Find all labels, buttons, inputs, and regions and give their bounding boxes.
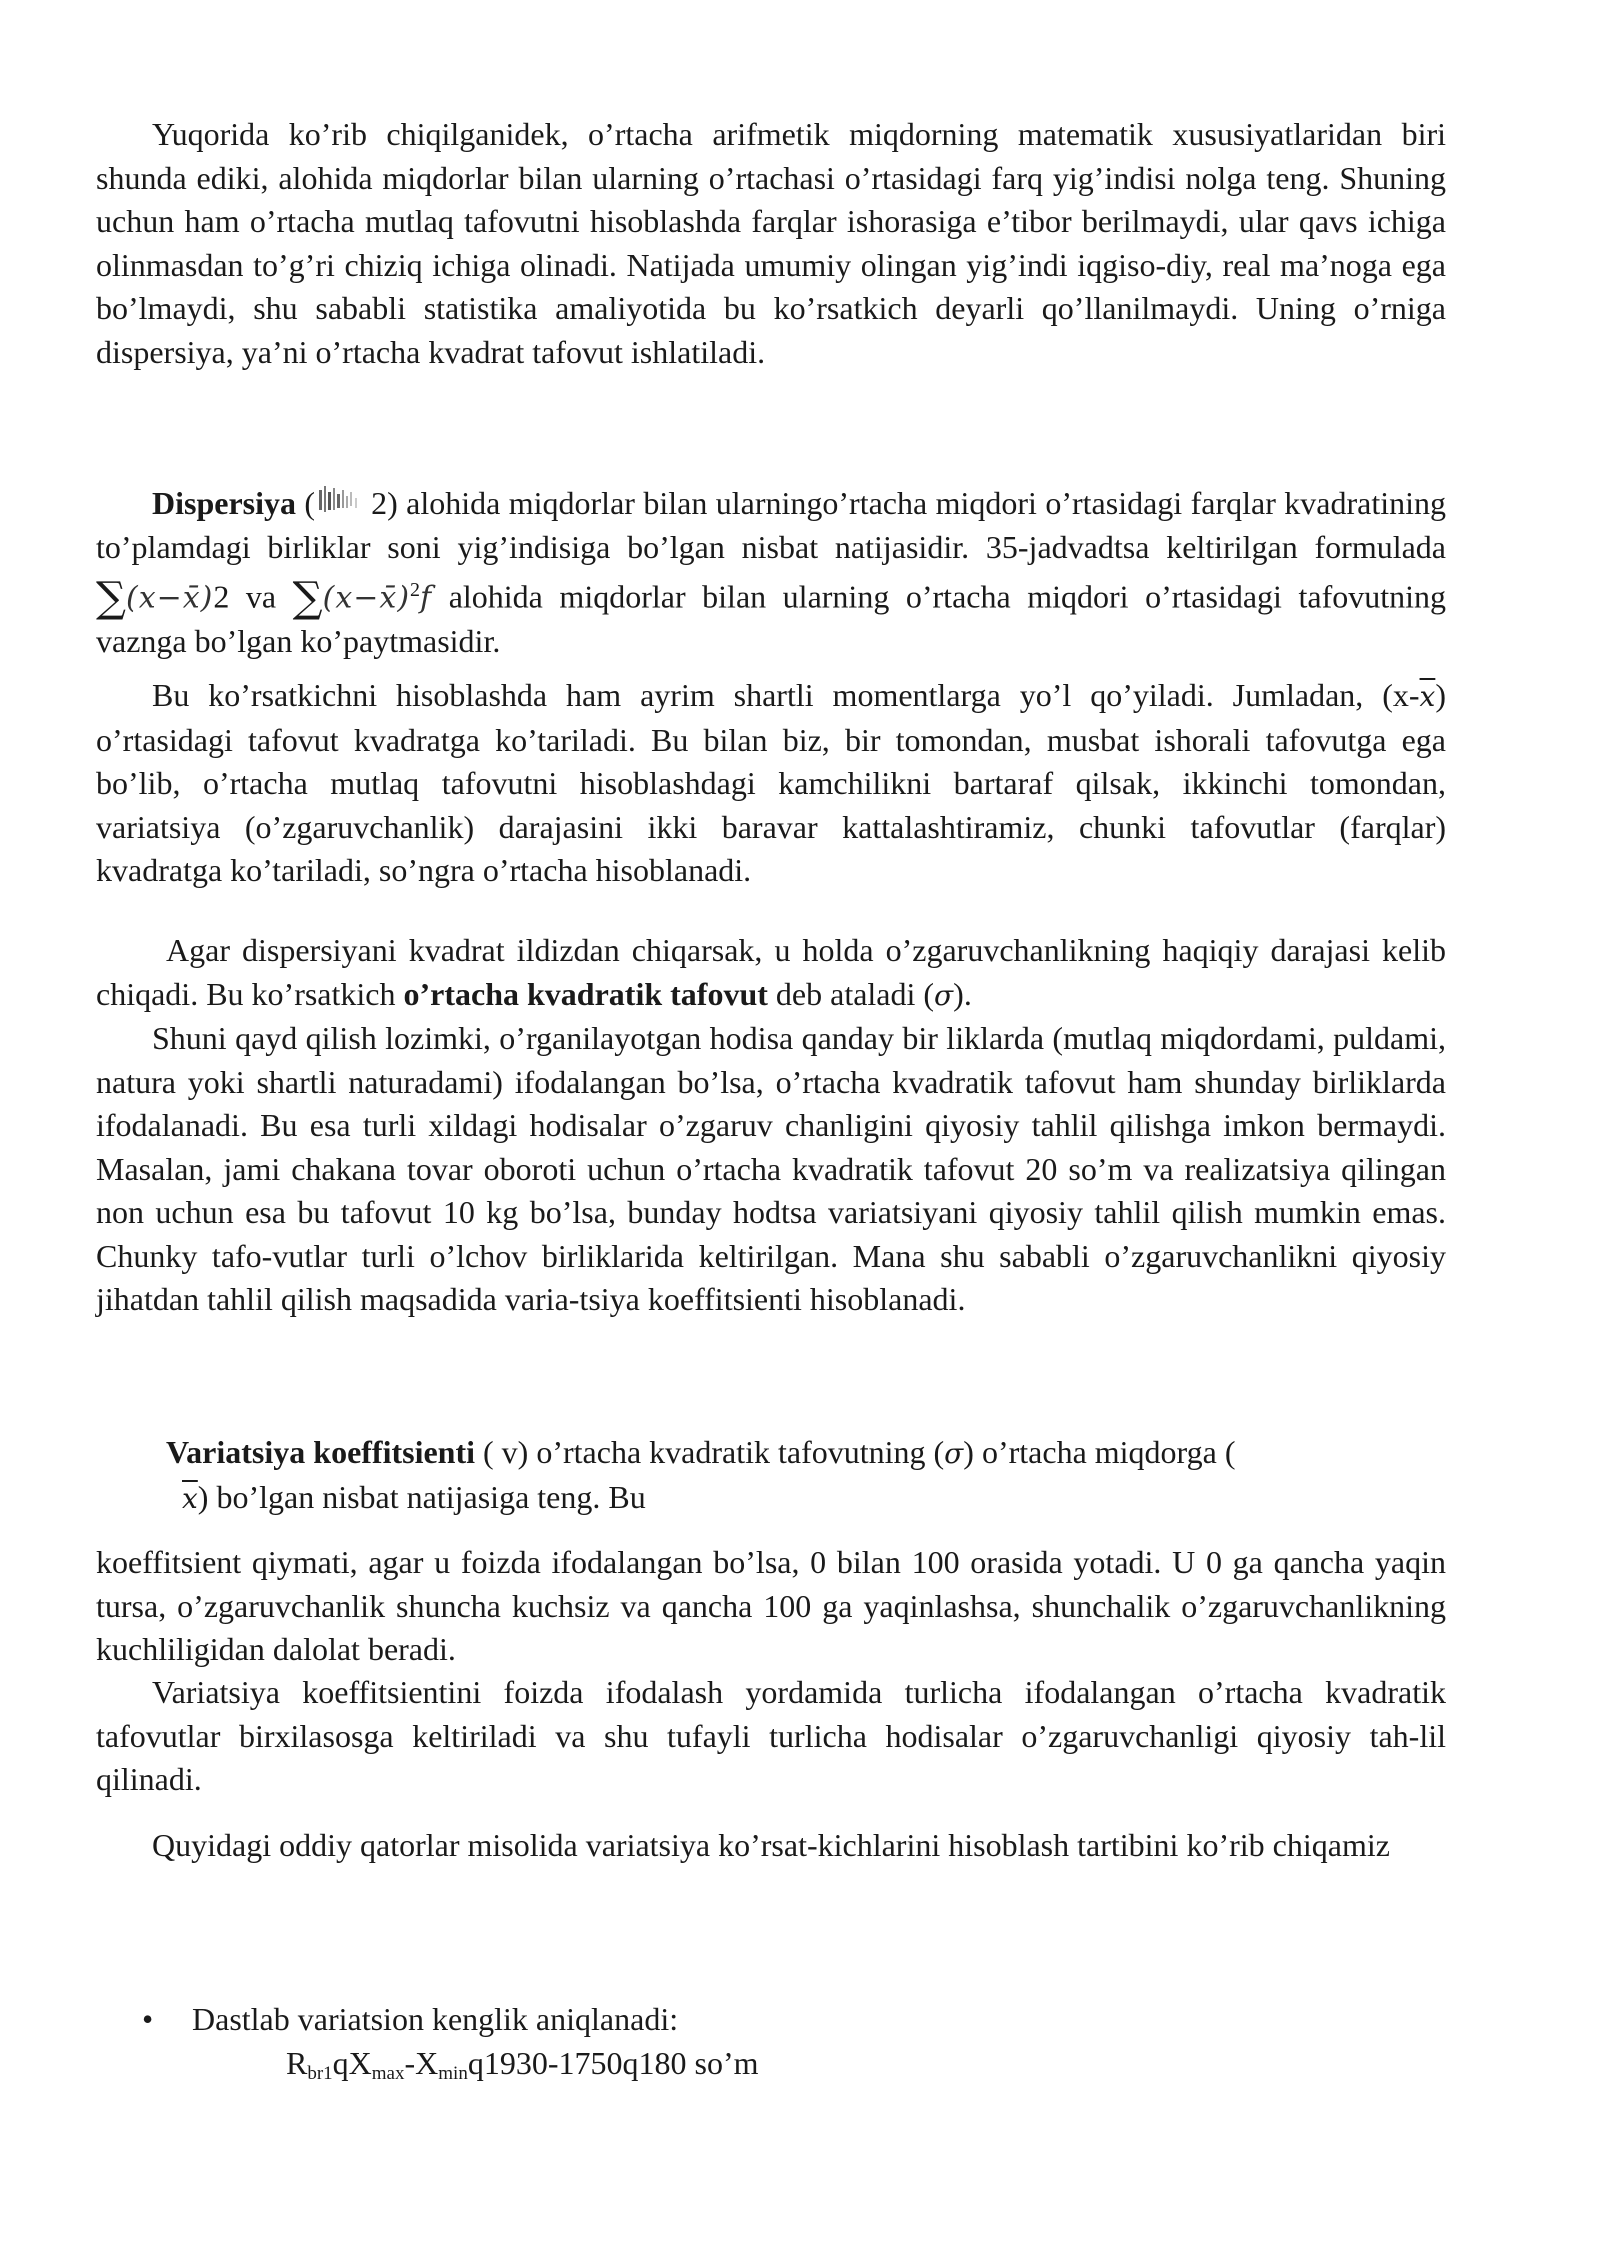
paragraph-conditional-moments: Bu ko’rsatkichni hisoblashda ham ayrim shartli momentlarga yo’l qo’yiladi. Jumladan, $(x-\overline{x})$ o’rtasidagi tafovut kvadratga ko’tariladi. Bu bilan biz, bir tomondan, musbat ishorali tafovutga ega bo’lib, o’rtacha mutlaq tafovutni hisoblashdagi kamchilikni bartaraf qilsak, ikkinchi tomondan, variatsiya (o’zgaruvchanlik) darajasini ikki baravar kattalashtiramiz, chunki tafovutlar (farqlar) kvadratga ko’tariladi, so’ngra o’rtacha hisoblanadi. (96, 677, 1446, 888)
paragraph-example-intro: Quyidagi oddiy qatorlar misolida variatsiya ko’rsat-kichlarini hisoblash tartibini ko’rib chiqamiz (152, 1827, 1390, 1863)
paragraph-variation-coefficient: Variatsiya koeffitsienti ( v) o’rtacha kvadratik tafovutning (σ) o’rtacha miqdorga ( $\overline{x}$) bo’lgan nisbat natijasiga teng. Bu (166, 1434, 1236, 1515)
formula-weighted-deviation: (x−x̄) (322, 580, 411, 616)
bullet-item (142, 1998, 679, 2042)
term-dispersiya: Dispersiya (152, 485, 296, 521)
paragraph-percent-expression: Variatsiya koeffitsientini foizda ifodalash yordamida turlicha ifodalangan o’rtacha kvadratik tafovutlar birxilasosga keltiriladi va shu tufayli turlicha hodisalar o’zgaruvchanligi qiyosiy tah-lil qilinadi. (96, 1674, 1446, 1797)
paragraph-units-comparison: Shuni qayd qilish lozimki, o’rganilayotgan hodisa qanday bir liklarda (mutlaq miqdordami, puldami, natura yoki shartli naturadami) ifodalangan bo’lsa, o’rtacha kvadratik tafovut ham shunday birliklarda ifodalanadi. Bu esa turli xildagi hodisalar o’zgaruv chanligini qiyosiy tahlil qilishga imkon bermaydi. Masalan, jami chakana tovar oboroti uchun o’rtacha kvadratik tafovut 20 so’m va realizatsiya qilingan non uchun esa bu tafovut 10 kg bo’lsa, bunday hodtsa variatsiyani qiyosiy tahlil qilish mumkin emas. Chunky tafo-vutlar turli o’lchov birliklarida keltirilgan. Mana shu sababli o’zgaruvchanlikni qiyosiy jihatdan tahlil qilish maqsadida varia-tsiya koeffitsienti hisoblanadi. (96, 1020, 1446, 1317)
x-bar-symbol-2: $\overline{x}$ (182, 1481, 198, 1515)
paragraph-dispersion-definition: Dispersiya ( 2) alohida miqdorlar bilan ularningo’rtacha miqdori o’rtasidagi farqlar kvadratining to’plamdagi birliklar soni yig’indisiga bo’lgan nisbat natijasidir. 35-jadvadtsa keltirilgan formulada ∑(x−x̄)2 va ∑(x−x̄)$^2$f alohida miqdorlar bilan ularning o’rtacha miqdori o’rtasidagi tafovutning vaznga bo’lgan ko’paytmasidir. (96, 485, 1447, 660)
term-variation-coefficient: Variatsiya koeffitsienti (166, 1434, 476, 1470)
dispersion-definition-text: 2) alohida miqdorlar bilan ularningo’rtacha miqdori o’rtasidagi farqlar kvadratining to’plamdagi birliklar soni yig’indisiga bo’lgan nisbat natijasidir. 35-jadvadtsa keltirilgan formulada (96, 485, 1447, 565)
term-standard-deviation: o’rtacha kvadratik tafovut (403, 975, 768, 1012)
bullet-text: Dastlab variatsion kenglik aniqlanadi: (192, 2001, 679, 2037)
range-formula: Rbr1qXmax-Xminq1930-1750q180 so’m (286, 2045, 759, 2084)
sum-sigma-2: ∑ (292, 572, 323, 622)
sigma-symbol-2: σ (944, 1437, 964, 1470)
dispersion-definition-tail: alohida miqdorlar bilan ularning o’rtacha miqdori o’rtasidagi tafovutning vaznga bo’lgan ko’paytmasidir. (96, 578, 1447, 660)
bullet-dot-icon: • (142, 2001, 154, 2037)
sigma-symbol: σ (934, 978, 954, 1012)
paragraph-mean-deviation: Yuqorida ko’rib chiqilganidek, o’rtacha arifmetik miqdorning matematik xususiyatlaridan biri shunda ediki, alohida miqdorlar bilan ularning o’rtachasi o’rtasidagi farq yig’indisi nolga teng. Shuning uchun ham o’rtacha mutlaq tafovutni hisoblashda farqlar ishorasiga e’tibor berilmaydi, ular qavs ichiga olinmasdan to’g’ri chiziq ichiga olinadi. Natijada umumiy olingan yig’indi iqgiso-diy, real ma’noga ega bo’lmaydi, shu sababli statistika amaliyotida bu ko’rsatkich deyarli qo’llanilmaydi. Uning o’rniga dispersiya, ya’ni o’rtacha kvadrat tafovut ishlatiladi. (96, 116, 1446, 370)
sigma-squared-symbol-icon (315, 484, 371, 518)
sum-sigma-1: ∑ (96, 572, 126, 622)
paragraph-standard-deviation: Agar dispersiyani kvadrat ildizdan chiqarsak, u holda o’zgaruvchanlikning haqiqiy darajasi kelib chiqadi. Bu ko’rsatkich o’rtacha kvadratik tafovut deb ataladi (σ). (96, 932, 1446, 1012)
paragraph-coefficient-range: koeffitsient qiymati, agar u foizda ifodalangan bo’lsa, 0 bilan 100 orasida yotadi. U 0 ga qancha yaqin tursa, o’zgaruvchanlik shuncha kuchsiz va qancha 100 ga yaqinlashsa, shunchalik o’zgaruvchanlikning kuchliligidan dalolat beradi. (96, 1544, 1446, 1667)
x-bar-symbol: $\overline{x}$ (1419, 680, 1436, 713)
formula-deviation: (x−x̄) (125, 580, 214, 616)
